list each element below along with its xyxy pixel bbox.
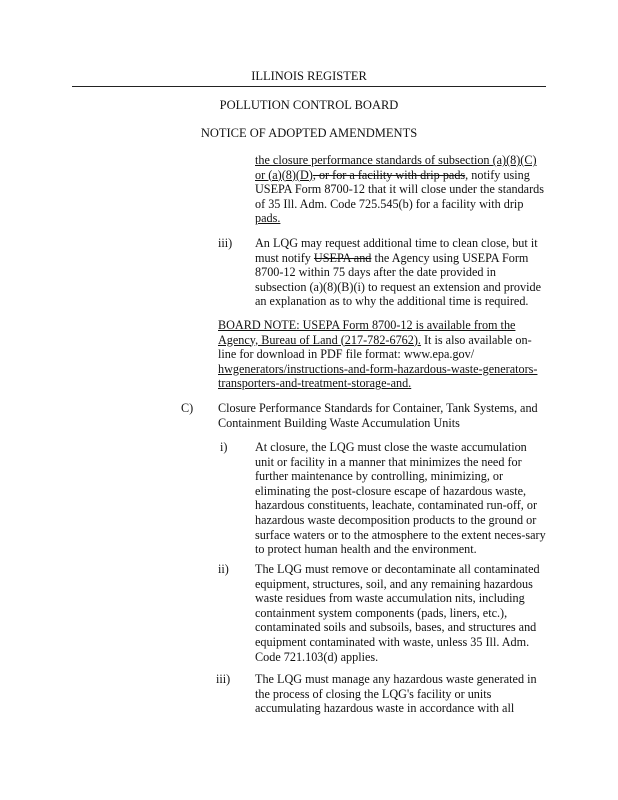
item-label-iii-c: iii) <box>216 672 231 686</box>
text-line: the process of closing the LQG's facility or units <box>255 686 492 701</box>
text-line <box>255 251 541 266</box>
text-fragment: must notify <box>255 250 311 265</box>
struck-deletion: USEPA and <box>313 250 372 265</box>
section-label-c: C) <box>181 401 194 415</box>
struck-deletion: , or for a facility with drip pads <box>312 167 466 182</box>
text-line: contaminated soils and subsoils, bases, and structures and <box>255 620 537 635</box>
text-line: eliminating the post-closure escape of hazardous waste, <box>255 483 527 498</box>
header-rule <box>72 86 546 87</box>
text-fragment: the Agency using USEPA Form <box>374 250 529 265</box>
text-line: transporters-and-treatment-storage-and. <box>218 376 412 391</box>
continued-paragraph <box>255 153 544 226</box>
text-line: Closure Performance Standards for Container, Tank Systems, and <box>218 401 538 415</box>
text-fragment: , notify using <box>465 167 530 182</box>
text-line: the closure performance standards of subsection (a)(8)(C) <box>255 153 537 167</box>
item-iii-extension <box>255 236 541 309</box>
item-label-i: i) <box>220 440 228 454</box>
text-line: pads. <box>255 211 281 226</box>
text-line: further maintenance by controlling, minimizing, or <box>255 469 504 484</box>
text-line <box>218 333 537 348</box>
text-line: The LQG must remove or decontaminate all contaminated <box>255 562 540 576</box>
item-label-ii: ii) <box>218 562 229 576</box>
text-line: of 35 Ill. Adm. Code 725.545(b) for a facility with drip <box>255 196 524 211</box>
text-line: equipment contaminated with waste, unless 35 Ill. Adm. <box>255 634 530 649</box>
text-line: subsection (a)(8)(B)(i) to request an extension and provide <box>255 279 541 294</box>
text-line: hazardous constituents, leachate, contaminated run-off, or <box>255 498 538 513</box>
text-line: containment system components (pads, liners, etc.), <box>255 605 508 620</box>
text-line: The LQG must manage any hazardous waste generated in <box>255 672 537 686</box>
text-line: accumulating hazardous waste in accordance with all <box>255 701 515 716</box>
text-line: unit or facility in a manner that minimizes the need for <box>255 454 522 469</box>
text-line: to protect human health and the environment. <box>255 542 477 557</box>
text-line: line for download in PDF file format: www.epa.gov/ <box>218 347 475 362</box>
section-c-heading <box>218 401 538 430</box>
text-line: At closure, the LQG must close the waste accumulation <box>255 440 527 454</box>
text-line: Containment Building Waste Accumulation Units <box>218 415 460 430</box>
text-line: Code 721.103(d) applies. <box>255 649 379 664</box>
register-title: ILLINOIS REGISTER <box>251 69 367 83</box>
text-line: An LQG may request additional time to clean close, but it <box>255 236 538 250</box>
text-line <box>255 168 544 183</box>
text-fragment: It is also available on- <box>424 332 532 347</box>
text-line: USEPA Form 8700-12 that it will close under the standards <box>255 182 544 197</box>
text-line: equipment, structures, soil, and any remaining hazardous <box>255 576 533 591</box>
board-title: POLLUTION CONTROL BOARD <box>219 98 399 112</box>
text-line: an explanation as to why the additional time is required. <box>255 294 529 309</box>
text-line: waste residues from waste accumulation nits, including <box>255 591 525 606</box>
text-line: hwgenerators/instructions-and-form-hazardous-waste-generators- <box>218 361 538 376</box>
board-note <box>218 318 537 391</box>
text-line: 8700-12 within 75 days after the date provided in <box>255 265 496 280</box>
item-iii-manage-waste <box>255 672 537 716</box>
text-line: BOARD NOTE: USEPA Form 8700-12 is available from the <box>218 318 516 332</box>
item-label-iii: iii) <box>218 236 233 250</box>
notice-title: NOTICE OF ADOPTED AMENDMENTS <box>200 126 418 140</box>
item-ii-decontaminate <box>255 562 540 664</box>
underlined-insertion: or (a)(8)(D) <box>255 167 313 182</box>
text-line: hazardous waste decomposition products to the ground or <box>255 512 537 527</box>
item-i-closure <box>255 440 546 557</box>
text-line: surface waters or to the atmosphere to the extent neces-sary <box>255 527 546 542</box>
underlined-insertion: Agency, Bureau of Land (217-782-6762). <box>218 332 421 347</box>
